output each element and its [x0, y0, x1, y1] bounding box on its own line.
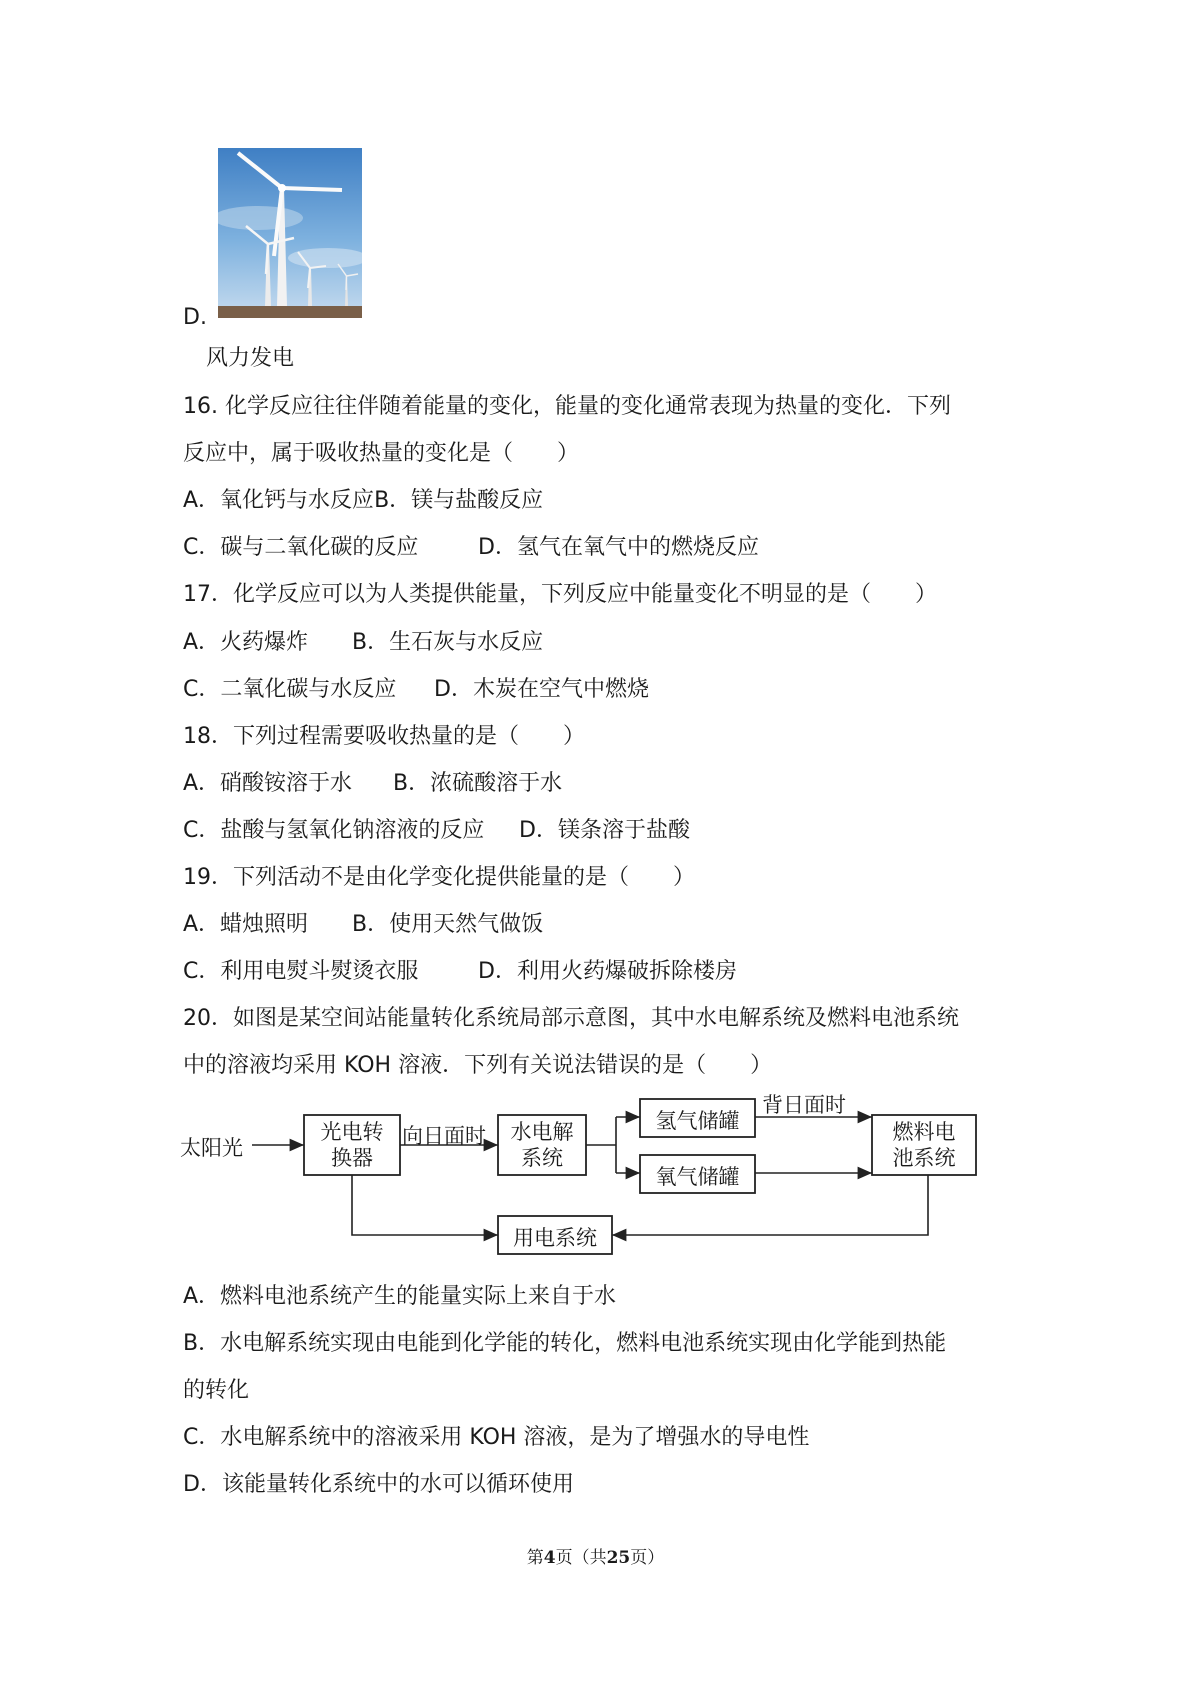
q20-stem-line2: 中的溶液均采用 KOH 溶液．下列有关说法错误的是（ ） — [183, 1053, 773, 1078]
q16-option-b: B．镁与盐酸反应 — [374, 488, 544, 513]
label-converter-line2: 换器 — [331, 1146, 373, 1170]
label-hydrogen-tank: 氢气储罐 — [655, 1109, 740, 1133]
q17-stem: 17．化学反应可以为人类提供能量，下列反应中能量变化不明显的是（ ） — [183, 582, 937, 607]
q15-option-d-label: D. — [183, 305, 207, 330]
q16-option-a: A．氧化钙与水反应 — [183, 488, 375, 513]
arrow-converter-to-power-system — [352, 1175, 498, 1235]
energy-conversion-diagram — [180, 1085, 980, 1265]
label-sunny-side: 向日面时 — [402, 1124, 486, 1148]
q18-stem: 18．下列过程需要吸收热量的是（ ） — [183, 724, 585, 749]
q16-option-c: C．碳与二氧化碳的反应 — [183, 535, 419, 560]
q17-option-b: B．生石灰与水反应 — [352, 630, 544, 655]
q20-stem-line1: 20．如图是某空间站能量转化系统局部示意图，其中水电解系统及燃料电池系统 — [183, 1006, 959, 1031]
label-converter-line1: 光电转 — [320, 1120, 384, 1144]
footer-prefix: 第 — [526, 1548, 544, 1568]
label-electrolysis — [498, 1119, 586, 1171]
footer-suffix: 页） — [630, 1548, 665, 1568]
q20-option-b-line1: B．水电解系统实现由电能到化学能的转化，燃料电池系统实现由化学能到热能 — [183, 1331, 947, 1356]
q20-option-b-line2: 的转化 — [183, 1378, 250, 1403]
q16-option-d: D．氢气在氧气中的燃烧反应 — [478, 535, 759, 560]
q17-option-d: D．木炭在空气中燃烧 — [434, 677, 649, 702]
q19-option-a: A．蜡烛照明 — [183, 912, 309, 937]
q18-option-a: A．硝酸铵溶于水 — [183, 771, 353, 796]
label-electrolysis-line2: 系统 — [521, 1146, 563, 1170]
q18-option-c: C．盐酸与氢氧化钠溶液的反应 — [183, 818, 485, 843]
footer-middle: 页（共 — [555, 1548, 607, 1568]
q17-option-c: C．二氧化碳与水反应 — [183, 677, 397, 702]
label-electrolysis-line1: 水电解 — [510, 1120, 574, 1144]
q19-option-d: D．利用火药爆破拆除楼房 — [478, 959, 737, 984]
q20-option-a: A．燃料电池系统产生的能量实际上来自于水 — [183, 1284, 617, 1309]
label-converter — [304, 1119, 400, 1171]
q20-option-d: D．该能量转化系统中的水可以循环使用 — [183, 1472, 574, 1497]
label-fuel-cell — [872, 1119, 976, 1171]
footer-page-number: 4 — [543, 1548, 556, 1568]
q16-options-ab — [183, 486, 543, 516]
label-shade-side: 背日面时 — [762, 1093, 846, 1117]
q15-option-d-caption: 风力发电 — [206, 346, 295, 371]
label-oxygen-tank: 氧气储罐 — [655, 1165, 740, 1189]
q18-option-d: D．镁条溶于盐酸 — [519, 818, 690, 843]
q18-option-b: B．浓硫酸溶于水 — [393, 771, 563, 796]
q19-option-b: B．使用天然气做饭 — [352, 912, 544, 937]
page-footer — [0, 1543, 1191, 1568]
label-power-system: 用电系统 — [513, 1226, 597, 1250]
q19-option-c: C．利用电熨斗熨烫衣服 — [183, 959, 419, 984]
q17-option-a: A．火药爆炸 — [183, 630, 309, 655]
q19-stem: 19．下列活动不是由化学变化提供能量的是（ ） — [183, 865, 695, 890]
wind-turbine-photo — [218, 148, 362, 318]
wind-turbine-image — [218, 148, 362, 318]
label-fuel-cell-line1: 燃料电 — [892, 1120, 956, 1144]
q20-option-c: C．水电解系统中的溶液采用 KOH 溶液，是为了增强水的导电性 — [183, 1425, 810, 1450]
label-sunlight: 太阳光 — [180, 1136, 243, 1160]
footer-total-pages: 25 — [606, 1548, 631, 1568]
q16-stem-line2: 反应中，属于吸收热量的变化是（ ） — [183, 441, 580, 466]
q16-stem-line1: 16. 化学反应往往伴随着能量的变化，能量的变化通常表现为热量的变化．下列 — [183, 394, 951, 419]
label-fuel-cell-line2: 池系统 — [892, 1146, 956, 1170]
